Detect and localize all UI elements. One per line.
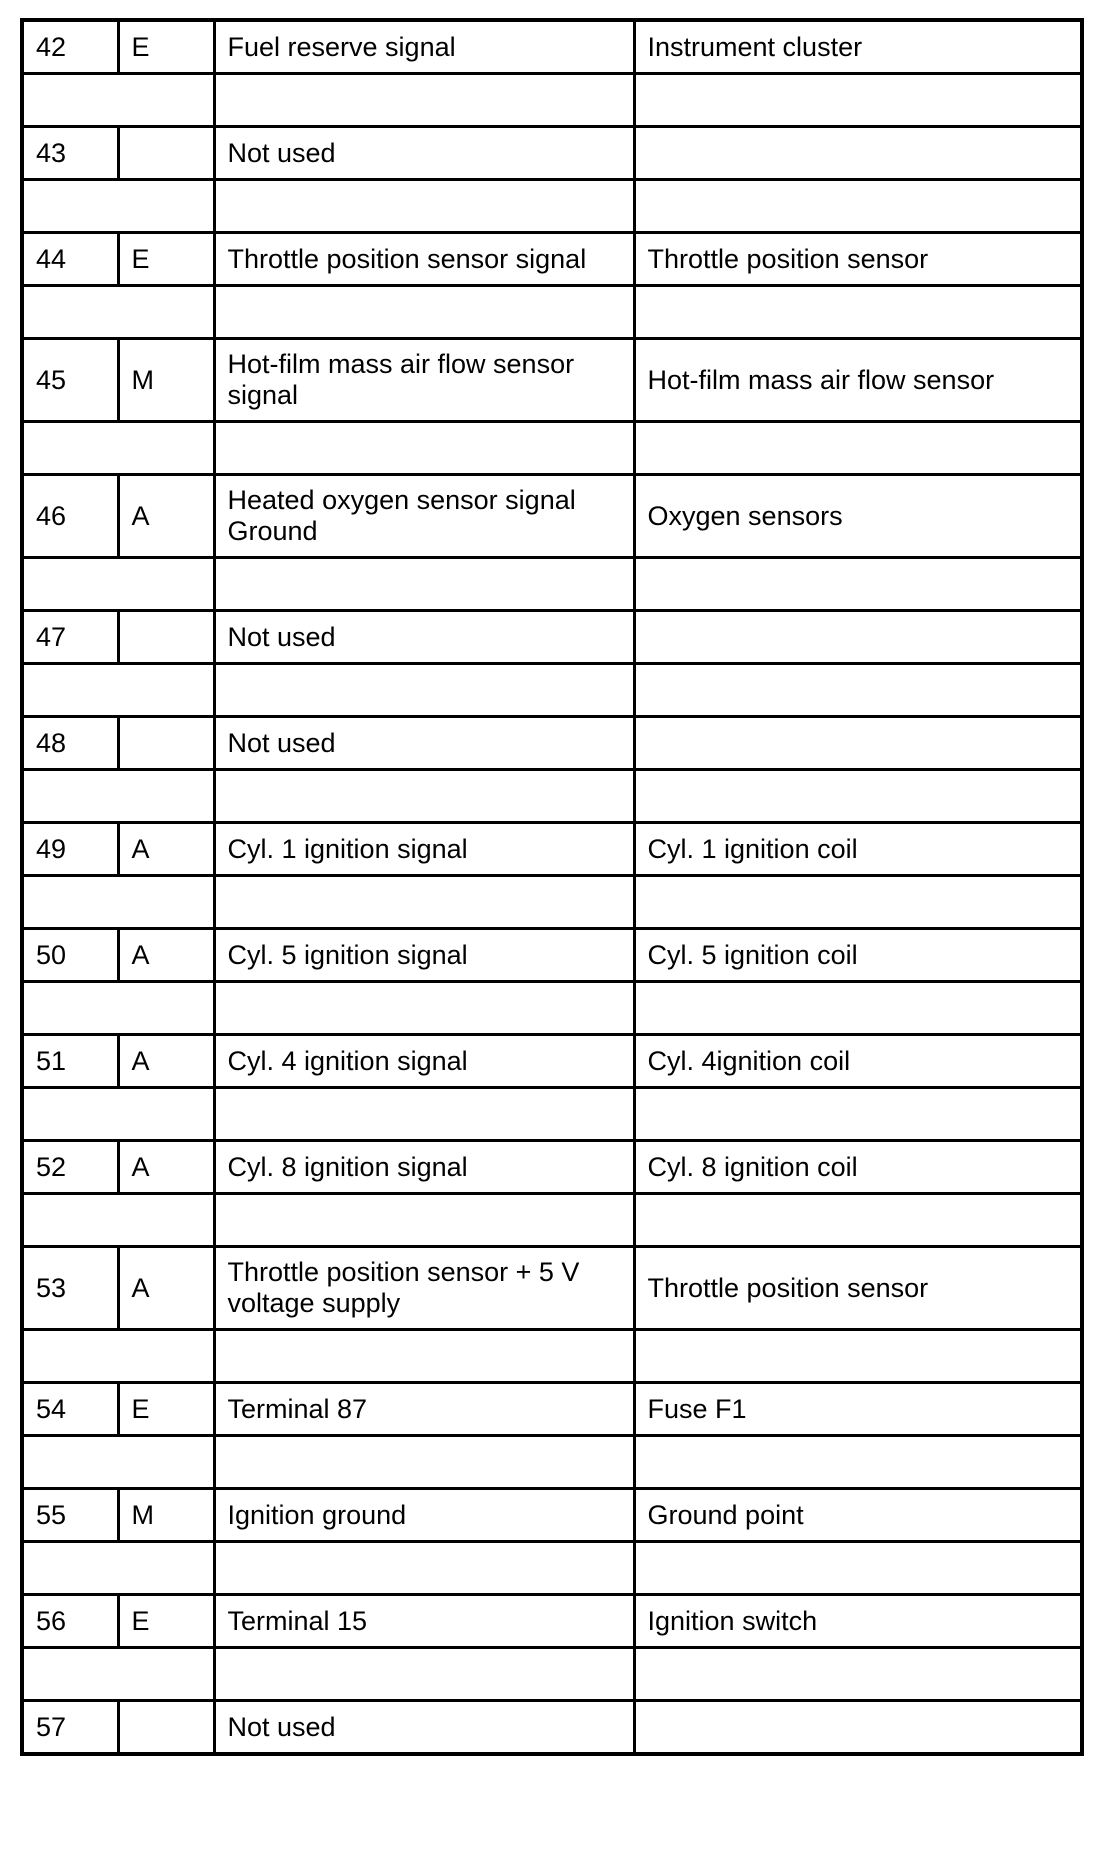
- component-cell: Cyl. 8 ignition coil: [634, 1141, 1082, 1194]
- component-cell: Instrument cluster: [634, 20, 1082, 74]
- empty-cell: [214, 770, 634, 823]
- signal-description-cell: Cyl. 1 ignition signal: [214, 823, 634, 876]
- pin-number-cell: 56: [22, 1595, 118, 1648]
- pin-number-cell: 42: [22, 20, 118, 74]
- empty-cell: [214, 982, 634, 1035]
- empty-cell: [22, 180, 214, 233]
- component-cell: [634, 611, 1082, 664]
- table-row: [22, 233, 1082, 286]
- component-cell: [634, 127, 1082, 180]
- table-row: [22, 1141, 1082, 1194]
- spacer-row: [22, 1330, 1082, 1383]
- empty-cell: [214, 286, 634, 339]
- empty-cell: [22, 1330, 214, 1383]
- spacer-row: [22, 1088, 1082, 1141]
- pin-number-cell: 49: [22, 823, 118, 876]
- empty-cell: [22, 664, 214, 717]
- empty-cell: [634, 876, 1082, 929]
- empty-cell: [634, 1542, 1082, 1595]
- signal-description-cell: Hot-film mass air flow sensor signal: [214, 339, 634, 422]
- empty-cell: [22, 286, 214, 339]
- signal-type-cell: E: [118, 1595, 214, 1648]
- pin-number-cell: 46: [22, 475, 118, 558]
- pin-number-cell: 43: [22, 127, 118, 180]
- spacer-row: [22, 1542, 1082, 1595]
- empty-cell: [22, 74, 214, 127]
- pin-number-cell: 45: [22, 339, 118, 422]
- empty-cell: [214, 1542, 634, 1595]
- signal-type-cell: [118, 127, 214, 180]
- signal-type-cell: M: [118, 1489, 214, 1542]
- signal-type-cell: A: [118, 1035, 214, 1088]
- pin-number-cell: 57: [22, 1701, 118, 1755]
- signal-type-cell: E: [118, 1383, 214, 1436]
- signal-type-cell: E: [118, 233, 214, 286]
- component-cell: Ground point: [634, 1489, 1082, 1542]
- spacer-row: [22, 74, 1082, 127]
- table-row: [22, 1383, 1082, 1436]
- signal-type-cell: [118, 717, 214, 770]
- empty-cell: [22, 1088, 214, 1141]
- component-cell: Cyl. 4ignition coil: [634, 1035, 1082, 1088]
- component-cell: Cyl. 5 ignition coil: [634, 929, 1082, 982]
- component-cell: [634, 1701, 1082, 1755]
- signal-description-cell: Not used: [214, 717, 634, 770]
- pin-number-cell: 54: [22, 1383, 118, 1436]
- empty-cell: [22, 1542, 214, 1595]
- table-row: [22, 127, 1082, 180]
- component-cell: Ignition switch: [634, 1595, 1082, 1648]
- pin-number-cell: 50: [22, 929, 118, 982]
- empty-cell: [634, 1194, 1082, 1247]
- empty-cell: [214, 558, 634, 611]
- empty-cell: [634, 1436, 1082, 1489]
- signal-type-cell: A: [118, 1141, 214, 1194]
- signal-description-cell: Terminal 87: [214, 1383, 634, 1436]
- table-row: [22, 1701, 1082, 1755]
- spacer-row: [22, 876, 1082, 929]
- component-cell: Throttle position sensor: [634, 1247, 1082, 1330]
- signal-type-cell: [118, 611, 214, 664]
- empty-cell: [22, 1436, 214, 1489]
- spacer-row: [22, 286, 1082, 339]
- table-row: [22, 1247, 1082, 1330]
- empty-cell: [634, 982, 1082, 1035]
- empty-cell: [634, 422, 1082, 475]
- empty-cell: [214, 422, 634, 475]
- empty-cell: [634, 1648, 1082, 1701]
- table-row: [22, 717, 1082, 770]
- pin-assignment-table: [20, 18, 1084, 1756]
- empty-cell: [214, 664, 634, 717]
- table-row: [22, 1489, 1082, 1542]
- pin-number-cell: 52: [22, 1141, 118, 1194]
- component-cell: Cyl. 1 ignition coil: [634, 823, 1082, 876]
- spacer-row: [22, 1194, 1082, 1247]
- empty-cell: [22, 770, 214, 823]
- empty-cell: [214, 1648, 634, 1701]
- signal-description-cell: Ignition ground: [214, 1489, 634, 1542]
- table-row: [22, 475, 1082, 558]
- empty-cell: [214, 876, 634, 929]
- signal-type-cell: [118, 1701, 214, 1755]
- signal-description-cell: Terminal 15: [214, 1595, 634, 1648]
- component-cell: Fuse F1: [634, 1383, 1082, 1436]
- empty-cell: [634, 770, 1082, 823]
- signal-description-cell: Fuel reserve signal: [214, 20, 634, 74]
- pin-number-cell: 48: [22, 717, 118, 770]
- empty-cell: [214, 1088, 634, 1141]
- signal-type-cell: A: [118, 475, 214, 558]
- spacer-row: [22, 1436, 1082, 1489]
- empty-cell: [634, 1330, 1082, 1383]
- component-cell: Hot-film mass air flow sensor: [634, 339, 1082, 422]
- signal-description-cell: Not used: [214, 1701, 634, 1755]
- signal-type-cell: A: [118, 823, 214, 876]
- table-row: [22, 339, 1082, 422]
- table-row: [22, 611, 1082, 664]
- pin-table-body: [22, 20, 1082, 1754]
- table-row: [22, 823, 1082, 876]
- signal-description-cell: Throttle position sensor + 5 V voltage supply: [214, 1247, 634, 1330]
- empty-cell: [634, 1088, 1082, 1141]
- spacer-row: [22, 1648, 1082, 1701]
- empty-cell: [22, 1194, 214, 1247]
- pin-number-cell: 47: [22, 611, 118, 664]
- empty-cell: [634, 558, 1082, 611]
- signal-description-cell: Not used: [214, 127, 634, 180]
- table-row: [22, 929, 1082, 982]
- pin-number-cell: 44: [22, 233, 118, 286]
- component-cell: [634, 717, 1082, 770]
- signal-type-cell: A: [118, 929, 214, 982]
- signal-type-cell: M: [118, 339, 214, 422]
- empty-cell: [214, 74, 634, 127]
- empty-cell: [22, 422, 214, 475]
- empty-cell: [22, 558, 214, 611]
- signal-description-cell: Heated oxygen sensor signal Ground: [214, 475, 634, 558]
- empty-cell: [214, 1330, 634, 1383]
- empty-cell: [22, 982, 214, 1035]
- table-row: [22, 1035, 1082, 1088]
- empty-cell: [634, 180, 1082, 233]
- empty-cell: [214, 1436, 634, 1489]
- component-cell: Oxygen sensors: [634, 475, 1082, 558]
- signal-type-cell: E: [118, 20, 214, 74]
- spacer-row: [22, 982, 1082, 1035]
- spacer-row: [22, 664, 1082, 717]
- pin-number-cell: 51: [22, 1035, 118, 1088]
- pin-number-cell: 53: [22, 1247, 118, 1330]
- signal-description-cell: Not used: [214, 611, 634, 664]
- component-cell: Throttle position sensor: [634, 233, 1082, 286]
- signal-type-cell: A: [118, 1247, 214, 1330]
- table-row: [22, 1595, 1082, 1648]
- empty-cell: [22, 1648, 214, 1701]
- empty-cell: [214, 180, 634, 233]
- spacer-row: [22, 422, 1082, 475]
- spacer-row: [22, 770, 1082, 823]
- spacer-row: [22, 180, 1082, 233]
- empty-cell: [22, 876, 214, 929]
- spacer-row: [22, 558, 1082, 611]
- signal-description-cell: Cyl. 4 ignition signal: [214, 1035, 634, 1088]
- empty-cell: [634, 74, 1082, 127]
- pin-number-cell: 55: [22, 1489, 118, 1542]
- signal-description-cell: Throttle position sensor signal: [214, 233, 634, 286]
- signal-description-cell: Cyl. 5 ignition signal: [214, 929, 634, 982]
- empty-cell: [214, 1194, 634, 1247]
- table-row: [22, 20, 1082, 74]
- empty-cell: [634, 286, 1082, 339]
- empty-cell: [634, 664, 1082, 717]
- signal-description-cell: Cyl. 8 ignition signal: [214, 1141, 634, 1194]
